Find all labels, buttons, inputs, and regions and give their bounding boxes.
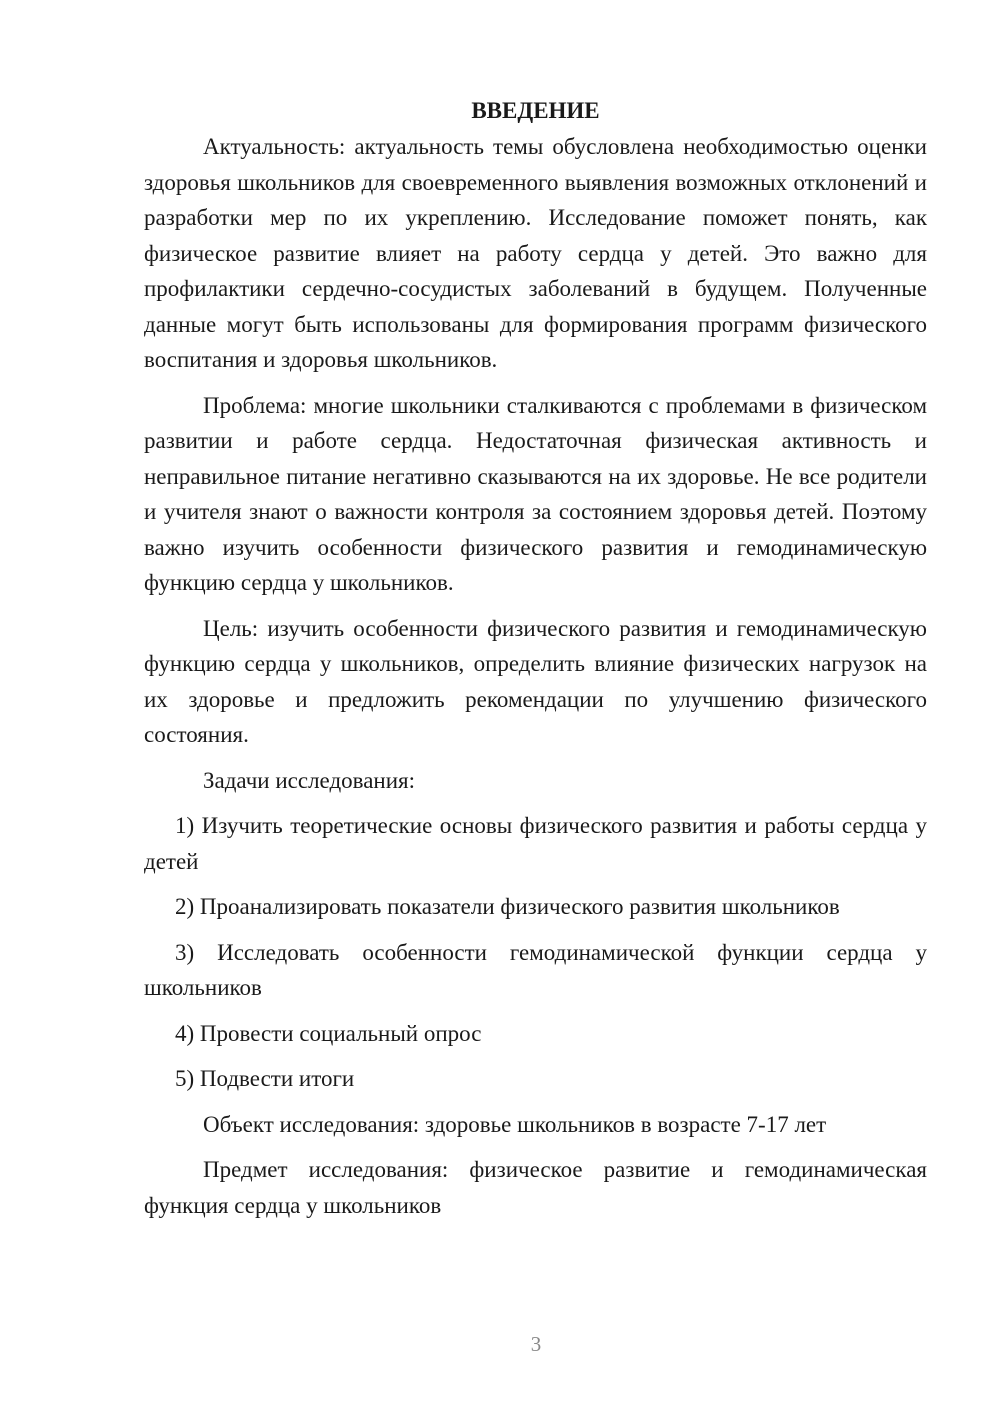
tasks-intro: Задачи исследования: bbox=[203, 767, 416, 793]
document-page bbox=[144, 96, 927, 1233]
task-item-3: 3) Исследовать особенности гемодинамической функции сердца у школьников bbox=[144, 939, 927, 1000]
page-title: ВВЕДЕНИЕ bbox=[471, 98, 600, 123]
tasks-list bbox=[144, 808, 927, 1097]
research-object: Объект исследования: здоровье школьников в возрасте 7-17 лет bbox=[203, 1111, 827, 1137]
goal-paragraph: Цель: изучить особенности физического развития и гемодинамическую функцию сердца у школьников, определить влияние физических нагрузок на их здоровье и предложить рекомендации по улучшению физического состояния. bbox=[144, 615, 927, 747]
task-item-2: 2) Проанализировать показатели физического развития школьников bbox=[175, 894, 840, 919]
problem-paragraph: Проблема: многие школьники сталкиваются с проблемами в физическом развитии и работе сердца. Недостаточная физическая активность и неправильное питание негативно сказываются на их здоровье. Не все родители и учителя знают о важности контроля за состоянием здоровья детей. Поэтому важно изучить особенности физического развития и гемодинамическую функцию сердца у школьников. bbox=[144, 392, 927, 595]
task-item-1: 1) Изучить теоретические основы физического развития и работы сердца у детей bbox=[144, 813, 927, 874]
research-subject: Предмет исследования: физическое развитие и гемодинамическая функция сердца у школьников bbox=[144, 1157, 927, 1218]
task-item-5: 5) Подвести итоги bbox=[175, 1066, 355, 1091]
page-number: 3 bbox=[530, 1332, 542, 1356]
task-item-4: 4) Провести социальный опрос bbox=[175, 1020, 482, 1046]
relevance-paragraph: Актуальность: актуальность темы обусловлена необходимостью оценки здоровья школьников для своевременного выявления возможных отклонений и разработки мер по их укреплению. Исследование поможет понять, как физическое развитие влияет на работу сердца у детей. Это важно для профилактики сердечно-сосудистых заболеваний в будущем. Полученные данные могут быть использованы для формирования программ физического воспитания и здоровья школьников. bbox=[144, 134, 927, 372]
